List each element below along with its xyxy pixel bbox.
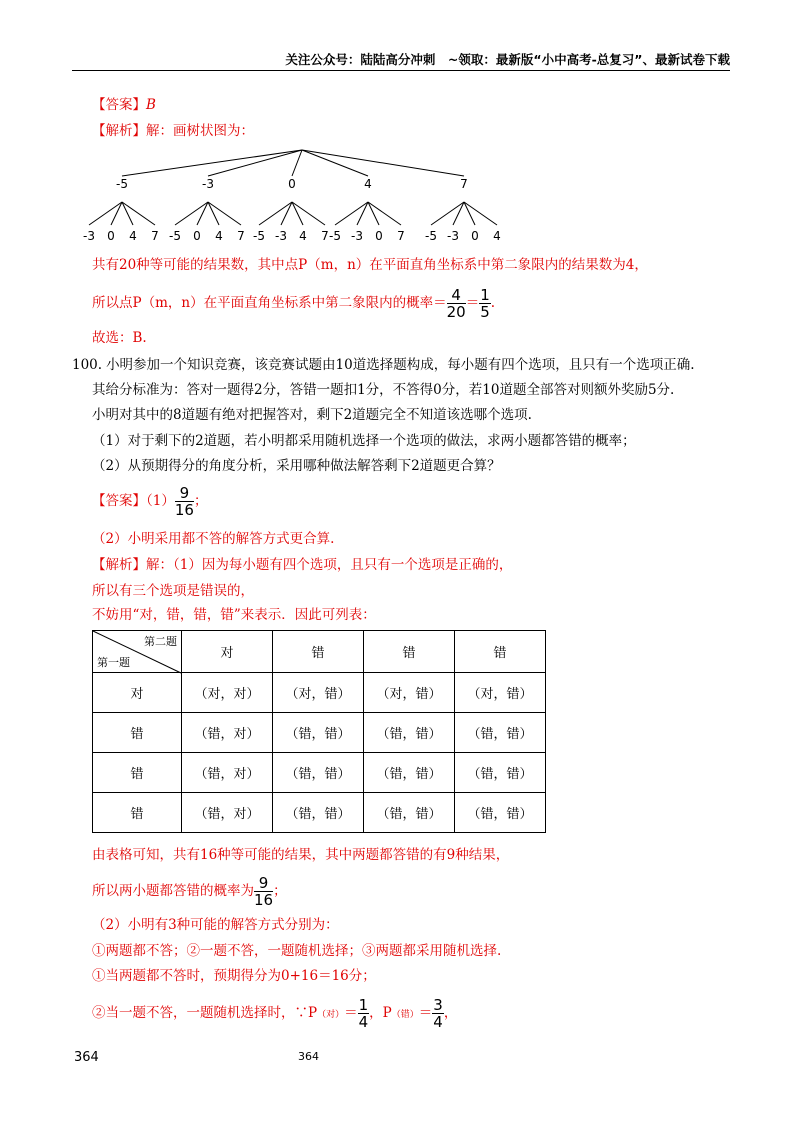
- row-header: 错: [93, 793, 182, 833]
- fraction-4-20: [447, 287, 466, 320]
- tree-first-node: -3: [202, 177, 214, 191]
- comma: ，: [443, 1005, 458, 1021]
- header-rule: [72, 70, 730, 71]
- equals: ＝: [418, 1005, 433, 1021]
- tree-leaf-node: -3: [83, 229, 95, 243]
- q100-answer-line: [92, 484, 207, 518]
- table-row: [93, 673, 546, 713]
- tree-first-node: -5: [116, 177, 128, 191]
- col-header: 错: [455, 631, 546, 673]
- fraction-1-4: [358, 997, 370, 1030]
- answer-tag: 【答案】: [92, 97, 146, 113]
- table-cell: （错，错）: [364, 793, 455, 833]
- table-row: [93, 793, 546, 833]
- table-cell: （错，对）: [182, 793, 273, 833]
- table-row: [93, 753, 546, 793]
- row-header: 错: [93, 713, 182, 753]
- period: .: [490, 295, 496, 311]
- tree-leaf-node: -5: [253, 229, 265, 243]
- q100-after-line-1: 由表格可知，共有16种等可能的结果，其中两题都答错的有9种结果，: [92, 847, 510, 863]
- probability-text: 所以两小题都答错的概率为: [92, 883, 254, 899]
- stem-text: 小明参加一个知识竞赛，该竞赛试题由10道选择题构成，每小题有四个选项，且只有一个选项正确.: [106, 357, 695, 373]
- table-cell: （错，对）: [182, 753, 273, 793]
- corner-top-label: 第二题: [144, 635, 177, 648]
- table-cell: （对，错）: [273, 673, 364, 713]
- q100-part2-line-2: ①两题都不答；②一题不答，一题随机选择；③两题都采用随机选择.: [92, 943, 502, 959]
- table-cell: （对，对）: [182, 673, 273, 713]
- q100-after-line-2: [92, 874, 287, 908]
- table-row: [93, 713, 546, 753]
- table-header-row: [93, 631, 546, 673]
- equals: ＝: [344, 1005, 358, 1021]
- denominator: 16: [174, 501, 194, 519]
- q100-stem-line-3: 小明对其中的8道题有绝对把握答对，剩下2道题完全不知道该选哪个选项.: [92, 407, 532, 423]
- table-cell: （错，错）: [273, 753, 364, 793]
- table-cell: （错，错）: [455, 793, 546, 833]
- tree-first-node: 7: [460, 177, 468, 191]
- q100-analysis-line-3: 不妨用“对，错，错，错”来表示．因此可列表：: [92, 607, 376, 623]
- tree-leaf-node: -3: [447, 229, 459, 243]
- q100-stem-line-1: [72, 356, 695, 374]
- table-cell: （对，错）: [455, 673, 546, 713]
- tree-diagram: [80, 140, 500, 250]
- row-header: 错: [93, 753, 182, 793]
- outcome-table: [92, 630, 546, 833]
- col-header: 错: [364, 631, 455, 673]
- tree-leaf-node: -5: [169, 229, 181, 243]
- question-number: 100.: [72, 357, 103, 373]
- text: ②当一题不答，一题随机选择时，∵P: [92, 1005, 318, 1021]
- q99-result-line: 共有20种等可能的结果数，其中点P（m，n）在平面直角坐标系中第二象限内的结果数为4，: [92, 257, 648, 273]
- fraction-9-16: [254, 875, 273, 908]
- denominator: 4: [358, 1013, 369, 1031]
- corner-cell: [93, 631, 182, 673]
- numerator: 1: [358, 996, 369, 1014]
- fraction-3-4: [432, 997, 444, 1030]
- tree-leaf-node: 4: [299, 229, 307, 243]
- subscript-correct: （对）: [317, 1010, 345, 1020]
- denominator: 16: [254, 891, 274, 909]
- table-cell: （错，错）: [273, 713, 364, 753]
- q100-part2-line-4: [92, 996, 457, 1032]
- tree-leaf-node: -3: [351, 229, 363, 243]
- table-cell: （错，错）: [364, 753, 455, 793]
- denominator: 4: [433, 1013, 443, 1031]
- fraction-9-16: [175, 485, 194, 518]
- fraction-1-5: [479, 287, 491, 320]
- page-header: 关注公众号：陆陆高分冲刺 ~领取：最新版“小中高考-总复习”、最新试卷下载: [285, 52, 730, 67]
- q100-analysis-line-2: 所以有三个选项是错误的，: [92, 583, 254, 599]
- col-header: 错: [273, 631, 364, 673]
- tree-leaf-node: 7: [321, 229, 329, 243]
- tree-leaf-node: -5: [425, 229, 437, 243]
- numerator: 1: [480, 286, 490, 304]
- q100-stem-line-4: （1）对于剩下的2道题，若小明都采用随机选择一个选项的做法，求两小题都答错的概率；: [92, 433, 636, 449]
- equals: ＝: [465, 295, 480, 311]
- q100-analysis-line-1: [92, 556, 512, 574]
- analysis-tag: 【解析】: [92, 123, 146, 139]
- row-header: 对: [93, 673, 182, 713]
- denominator: 20: [446, 303, 466, 321]
- tree-leaf-node: 4: [129, 229, 137, 243]
- q100-stem-line-2: 其给分标准为：答对一题得2分，答错一题扣1分，不答得0分，若10道题全部答对则额外奖励5分.: [92, 382, 675, 398]
- numerator: 9: [175, 485, 194, 502]
- tree-leaf-node: 7: [151, 229, 159, 243]
- answer-tag: 【答案】: [92, 493, 146, 509]
- text: ，P: [369, 1005, 392, 1021]
- page-number-left: 364: [74, 1050, 99, 1065]
- table-cell: （错，错）: [273, 793, 364, 833]
- tree-leaf-node: 0: [107, 229, 115, 243]
- q100-answer-part2: （2）小明采用都不答的解答方式更合算.: [92, 531, 335, 547]
- tree-leaf-node: 7: [397, 229, 405, 243]
- table-cell: （错，错）: [455, 753, 546, 793]
- analysis-intro: 解：画树状图为：: [146, 123, 254, 139]
- table-cell: （对，错）: [364, 673, 455, 713]
- page-number-center: 364: [298, 1050, 319, 1063]
- numerator: 4: [447, 287, 466, 304]
- q100-part2-line-1: （2）小明有3种可能的解答方式分别为：: [92, 917, 339, 933]
- table-cell: （错，错）: [364, 713, 455, 753]
- q99-analysis-line: [92, 122, 254, 140]
- subscript-wrong: （错）: [391, 1010, 419, 1020]
- col-header: 对: [182, 631, 273, 673]
- tree-leaf-node: 0: [471, 229, 479, 243]
- q99-choose-line: 故选：B.: [92, 330, 147, 346]
- corner-bottom-label: 第一题: [97, 656, 130, 669]
- tree-first-node: 0: [288, 177, 296, 191]
- tree-leaf-node: 7: [237, 229, 245, 243]
- table-cell: （错，错）: [455, 713, 546, 753]
- denominator: 5: [480, 303, 490, 321]
- table-cell: （错，对）: [182, 713, 273, 753]
- q100-stem-line-5: （2）从预期得分的角度分析，采用哪种做法解答剩下2道题更合算？: [92, 458, 501, 474]
- q100-part2-line-3: ①当两题都不答时，预期得分为0+16＝16分；: [92, 968, 376, 984]
- analysis-text: 解：（1）因为每小题有四个选项，且只有一个选项是正确的，: [146, 557, 513, 573]
- numerator: 3: [433, 996, 443, 1014]
- q99-probability-line: [92, 286, 495, 320]
- tree-leaf-node: 4: [493, 229, 501, 243]
- numerator: 9: [254, 875, 273, 892]
- probability-text: 所以点P（m，n）在平面直角坐标系中第二象限内的概率＝: [92, 295, 447, 311]
- tree-leaf-node: -3: [275, 229, 287, 243]
- semicolon: ；: [273, 883, 287, 899]
- analysis-tag: 【解析】: [92, 557, 146, 573]
- tree-first-node: 4: [364, 177, 372, 191]
- answer-value: B: [146, 97, 156, 113]
- tree-leaf-node: -5: [329, 229, 341, 243]
- tree-leaf-node: 0: [193, 229, 201, 243]
- tree-leaf-node: 4: [215, 229, 223, 243]
- tree-leaf-node: 0: [375, 229, 383, 243]
- semicolon: ；: [193, 493, 208, 509]
- answer-part1-label: （1）: [146, 493, 175, 509]
- q99-answer-line: [92, 96, 156, 114]
